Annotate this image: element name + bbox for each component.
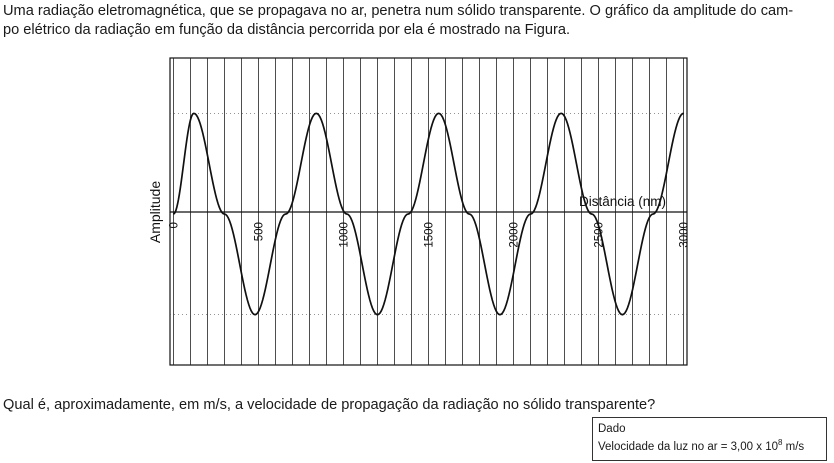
intro-line-1: Uma radiação eletromagnética, que se propagava no ar, penetra num sólido transparente. O gráfico da amplitude do cam- — [3, 3, 794, 19]
x-axis-label: Distância (nm) — [579, 194, 667, 209]
x-tick-labels — [168, 222, 690, 248]
given-label: Velocidade da luz no ar = 3,00 x 10 — [598, 441, 778, 453]
given-light-speed — [598, 438, 826, 456]
x-tick-label: 1500 — [423, 222, 436, 248]
y-axis-label: Amplitude — [147, 180, 163, 244]
x-tick-label: 2000 — [508, 222, 521, 248]
given-title: Dado — [598, 423, 626, 435]
x-tick-label: 0 — [168, 222, 181, 229]
x-tick-label: 500 — [253, 222, 266, 242]
given-box — [592, 417, 827, 461]
x-tick-label: 2500 — [593, 222, 606, 248]
question-text: Qual é, aproximadamente, em m/s, a velocidade de propagação da radiação no sólido transparente? — [3, 397, 656, 413]
given-unit: m/s — [782, 441, 805, 453]
x-tick-label: 3000 — [678, 222, 691, 248]
x-tick-label: 1000 — [338, 222, 351, 248]
given-exponent: 8 — [777, 438, 783, 447]
intro-line-2: po elétrico da radiação em função da distância percorrida por ela é mostrado na Figura. — [3, 22, 571, 38]
